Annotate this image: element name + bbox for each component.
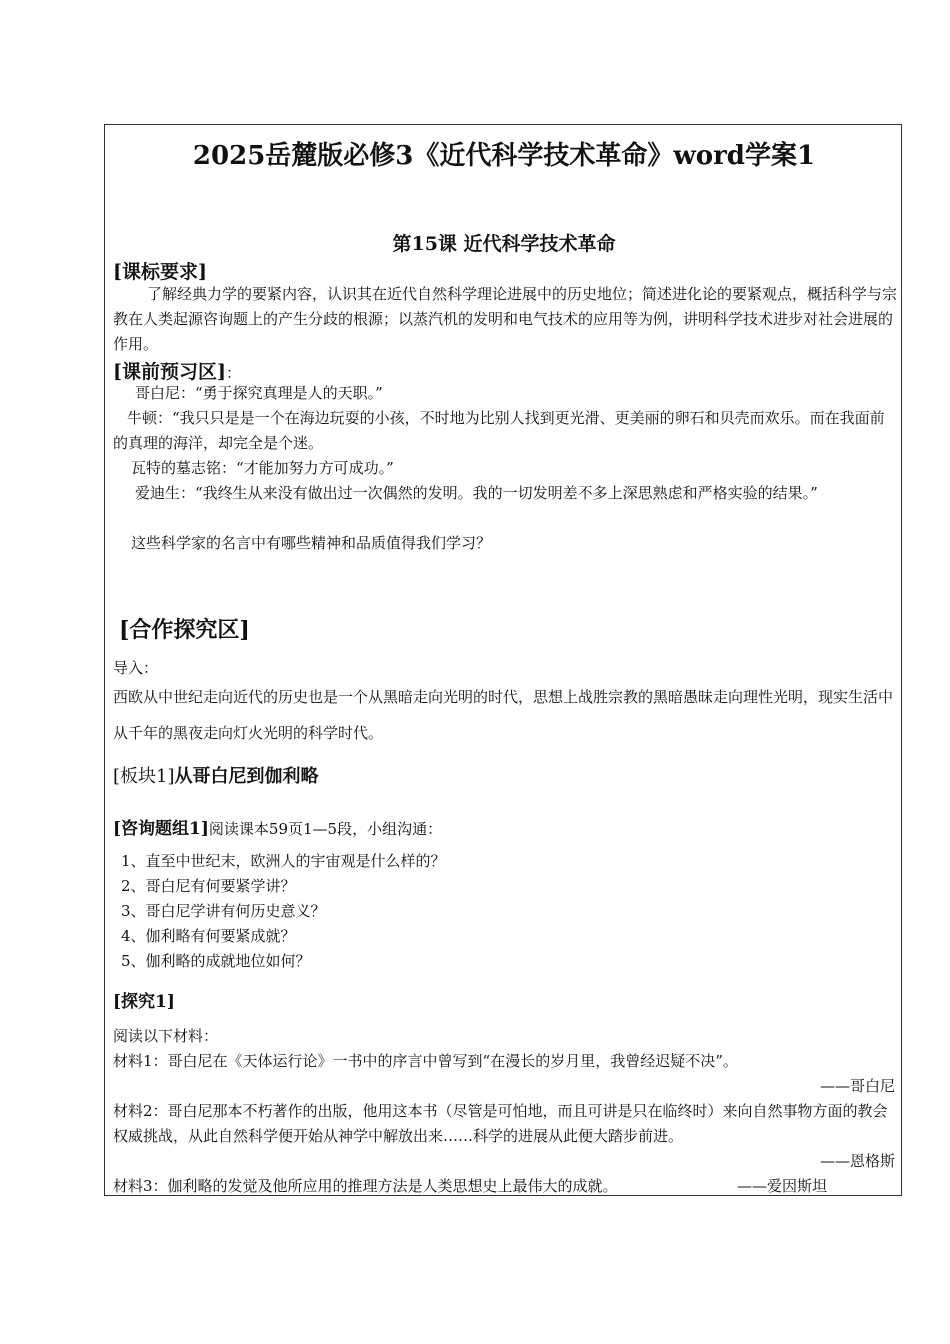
- bankuai1-heading: [113, 762, 319, 788]
- quote-watt: 瓦特的墓志铭：“才能加努力方可成功。”: [131, 459, 394, 477]
- intro-text: 西欧从中世纪走向近代的历史也是一个从黑暗走向光明的时代，思想上战胜宗教的黑暗愚昧走向理性光明，现实生活中从千年的黑夜走向灯火光明的科学时代。: [113, 688, 894, 742]
- question-1: 1、直至中世纪末，欧洲人的宇宙观是什么样的？: [121, 852, 446, 870]
- zixun1-text: 阅读课本59页1—5段，小组沟通：: [208, 820, 443, 838]
- document-frame: [104, 124, 902, 1196]
- kechian-colon: ：: [225, 364, 241, 382]
- hezuo-heading: [合作探究区]: [119, 617, 250, 643]
- quote-edison: 爱迪生：“我终生从来没有做出过一次偶然的发明。我的一切发明差不多上深思熟虑和严格实验的结果。”: [135, 484, 818, 502]
- material-2: 材料2：哥白尼那本不朽著作的出版，他用这本书（尽管是可怕地，而且可讲是只在临终时）来向自然事物方面的教会权威挑战，从此自然科学便开始从神学中解放出来……科学的进展从此便大踏步前进。: [113, 1102, 888, 1145]
- kebiao-text: 了解经典力学的要紧内容，认识其在近代自然科学理论进展中的历史地位；简述进化论的要紧观点，概括科学与宗教在人类起源咨询题上的产生分歧的根源；以蒸汽机的发明和电气技术的应用等为例，讲明科学技术进步对社会进展的作用。: [113, 285, 898, 353]
- intro-label: 导入：: [113, 659, 159, 677]
- document-title: 2025岳麓版必修3《近代科学技术革命》word学案1: [192, 141, 816, 171]
- question-4: 4、伽利略有何要紧成就？: [121, 927, 296, 945]
- kebiao-heading: [课标要求]: [113, 261, 207, 283]
- bankuai1-title: 从哥白尼到伽利略: [174, 766, 319, 787]
- question-5: 5、伽利略的成就地位如何？: [121, 952, 311, 970]
- question-3: 3、哥白尼学讲有何历史意义？: [121, 902, 326, 920]
- material-1-source: ——哥白尼: [819, 1077, 895, 1095]
- quote-copernicus: 哥白尼：“勇于探究真理是人的天职。”: [135, 384, 383, 402]
- material-2-source: ——恩格斯: [819, 1152, 895, 1170]
- material-3: 材料3：伽利略的发觉及他所应用的推理方法是人类思想史上最伟大的成就。: [113, 1177, 618, 1195]
- kechian-heading: [课前预习区]: [113, 361, 226, 383]
- lesson-title: 第15课 近代科学技术革命: [392, 233, 616, 255]
- material-1: 材料1：哥白尼在《天体运行论》一书中的序言中曾写到“在漫长的岁月里，我曾经迟疑不决”。: [113, 1052, 738, 1070]
- zixun1-heading: [咨询题组1]: [113, 819, 209, 839]
- zixun1-line: [113, 814, 442, 842]
- bankuai1-bracket: [板块1]: [113, 766, 175, 787]
- material-3-source: ——爱因斯坦: [737, 1177, 828, 1195]
- kechian-question: 这些科学家的名言中有哪些精神和品质值得我们学习？: [131, 534, 492, 552]
- tanjiu1-heading: [探究1]: [113, 992, 175, 1012]
- read-label: 阅读以下材料：: [113, 1027, 219, 1045]
- question-2: 2、哥白尼有何要紧学讲？: [121, 877, 296, 895]
- quote-newton: 牛顿：“我只只是是一个在海边玩耍的小孩，不时地为比别人找到更光滑、更美丽的卵石和贝壳而欢乐。而在我面前的真理的海洋，却完全是个迷。: [113, 409, 885, 452]
